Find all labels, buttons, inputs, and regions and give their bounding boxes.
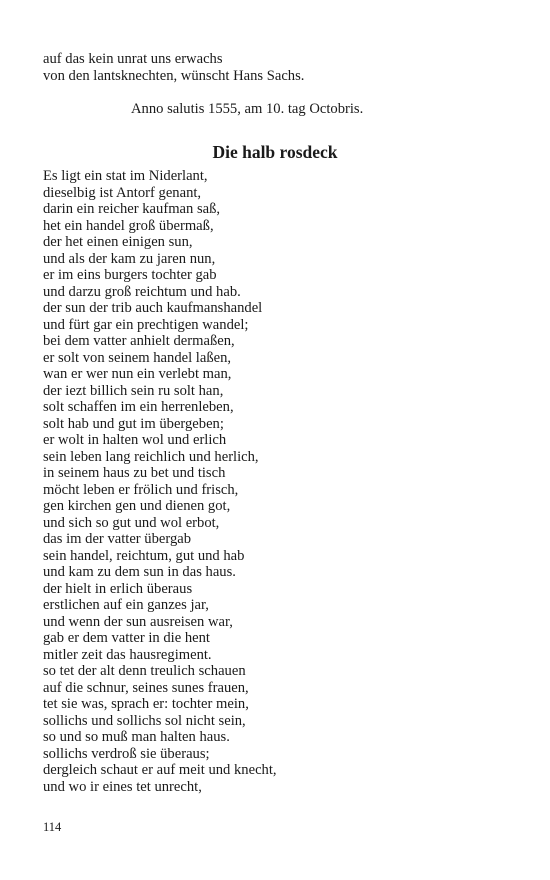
preface-line: von den lantsknechten, wünscht Hans Sachs. bbox=[43, 68, 305, 84]
poem-line: het ein handel groß übermaß, bbox=[43, 217, 214, 234]
poem-line: der iezt billich sein ru solt han, bbox=[43, 382, 224, 399]
poem-line: so tet der alt denn treulich schauen bbox=[43, 663, 246, 679]
poem-line: er wolt in halten wol und erlich bbox=[43, 432, 227, 448]
poem-line: Es ligt ein stat im Niderlant, bbox=[43, 168, 208, 184]
poem-line: dergleich schaut er auf meit und knecht, bbox=[43, 762, 277, 778]
poem-line: und wenn der sun ausreisen war, bbox=[43, 613, 233, 630]
poem-line: solt hab und gut im übergeben; bbox=[43, 415, 224, 432]
poem-line: möcht leben er frölich und frisch, bbox=[43, 481, 239, 498]
poem-line: gen kirchen gen und dienen got, bbox=[43, 498, 231, 514]
preface-line: auf das kein unrat uns erwachs bbox=[43, 51, 223, 67]
poem-line: sein handel, reichtum, gut und hab bbox=[43, 547, 245, 564]
poem-line: und sich so gut und wol erbot, bbox=[43, 514, 220, 531]
poem-line: und als der kam zu jaren nun, bbox=[43, 250, 216, 267]
poem-line: mitler zeit das hausregiment. bbox=[43, 646, 212, 663]
poem-line: und darzu groß reichtum und hab. bbox=[43, 283, 241, 300]
preceding-poem-ending bbox=[43, 51, 304, 85]
poem-line: bei dem vatter anhielt dermaßen, bbox=[43, 333, 235, 349]
poem-body bbox=[43, 168, 277, 795]
poem-line: er im eins burgers tochter gab bbox=[43, 267, 217, 283]
poem-line: und kam zu dem sun in das haus. bbox=[43, 564, 236, 580]
poem-line: der het einen einigen sun, bbox=[43, 234, 193, 250]
dateline: Anno salutis 1555, am 10. tag Octobris. bbox=[131, 101, 364, 117]
poem-title: Die halb rosdeck bbox=[212, 142, 338, 162]
poem-line: er solt von seinem handel laßen, bbox=[43, 349, 232, 366]
poem-line: der sun der trib auch kaufmanshandel bbox=[43, 300, 263, 316]
poem-line: wan er wer nun ein verlebt man, bbox=[43, 366, 232, 382]
poem-line: in seinem haus zu bet und tisch bbox=[43, 465, 226, 481]
poem-line: und wo ir eines tet unrecht, bbox=[43, 778, 202, 795]
poem-line: das im der vatter übergab bbox=[43, 531, 192, 547]
poem-line: so und so muß man halten haus. bbox=[43, 729, 230, 745]
poem-line: tet sie was, sprach er: tochter mein, bbox=[43, 696, 249, 712]
poem-line: sollichs verdroß sie überaus; bbox=[43, 745, 210, 762]
poem-line: der hielt in erlich überaus bbox=[43, 580, 193, 597]
poem-line: solt schaffen im ein herrenleben, bbox=[43, 399, 234, 415]
poem-line: auf die schnur, seines sunes frauen, bbox=[43, 679, 249, 696]
page-number: 114 bbox=[43, 820, 62, 834]
poem-line: gab er dem vatter in die hent bbox=[43, 630, 210, 646]
poem-line: sein leben lang reichlich und herlich, bbox=[43, 448, 259, 465]
poem-line: sollichs und sollichs sol nicht sein, bbox=[43, 712, 246, 729]
poem-line: darin ein reicher kaufman saß, bbox=[43, 201, 221, 217]
poem-line: und fürt gar ein prechtigen wandel; bbox=[43, 316, 249, 333]
poem-line: erstlichen auf ein ganzes jar, bbox=[43, 597, 209, 613]
poem-line: dieselbig ist Antorf genant, bbox=[43, 184, 202, 201]
